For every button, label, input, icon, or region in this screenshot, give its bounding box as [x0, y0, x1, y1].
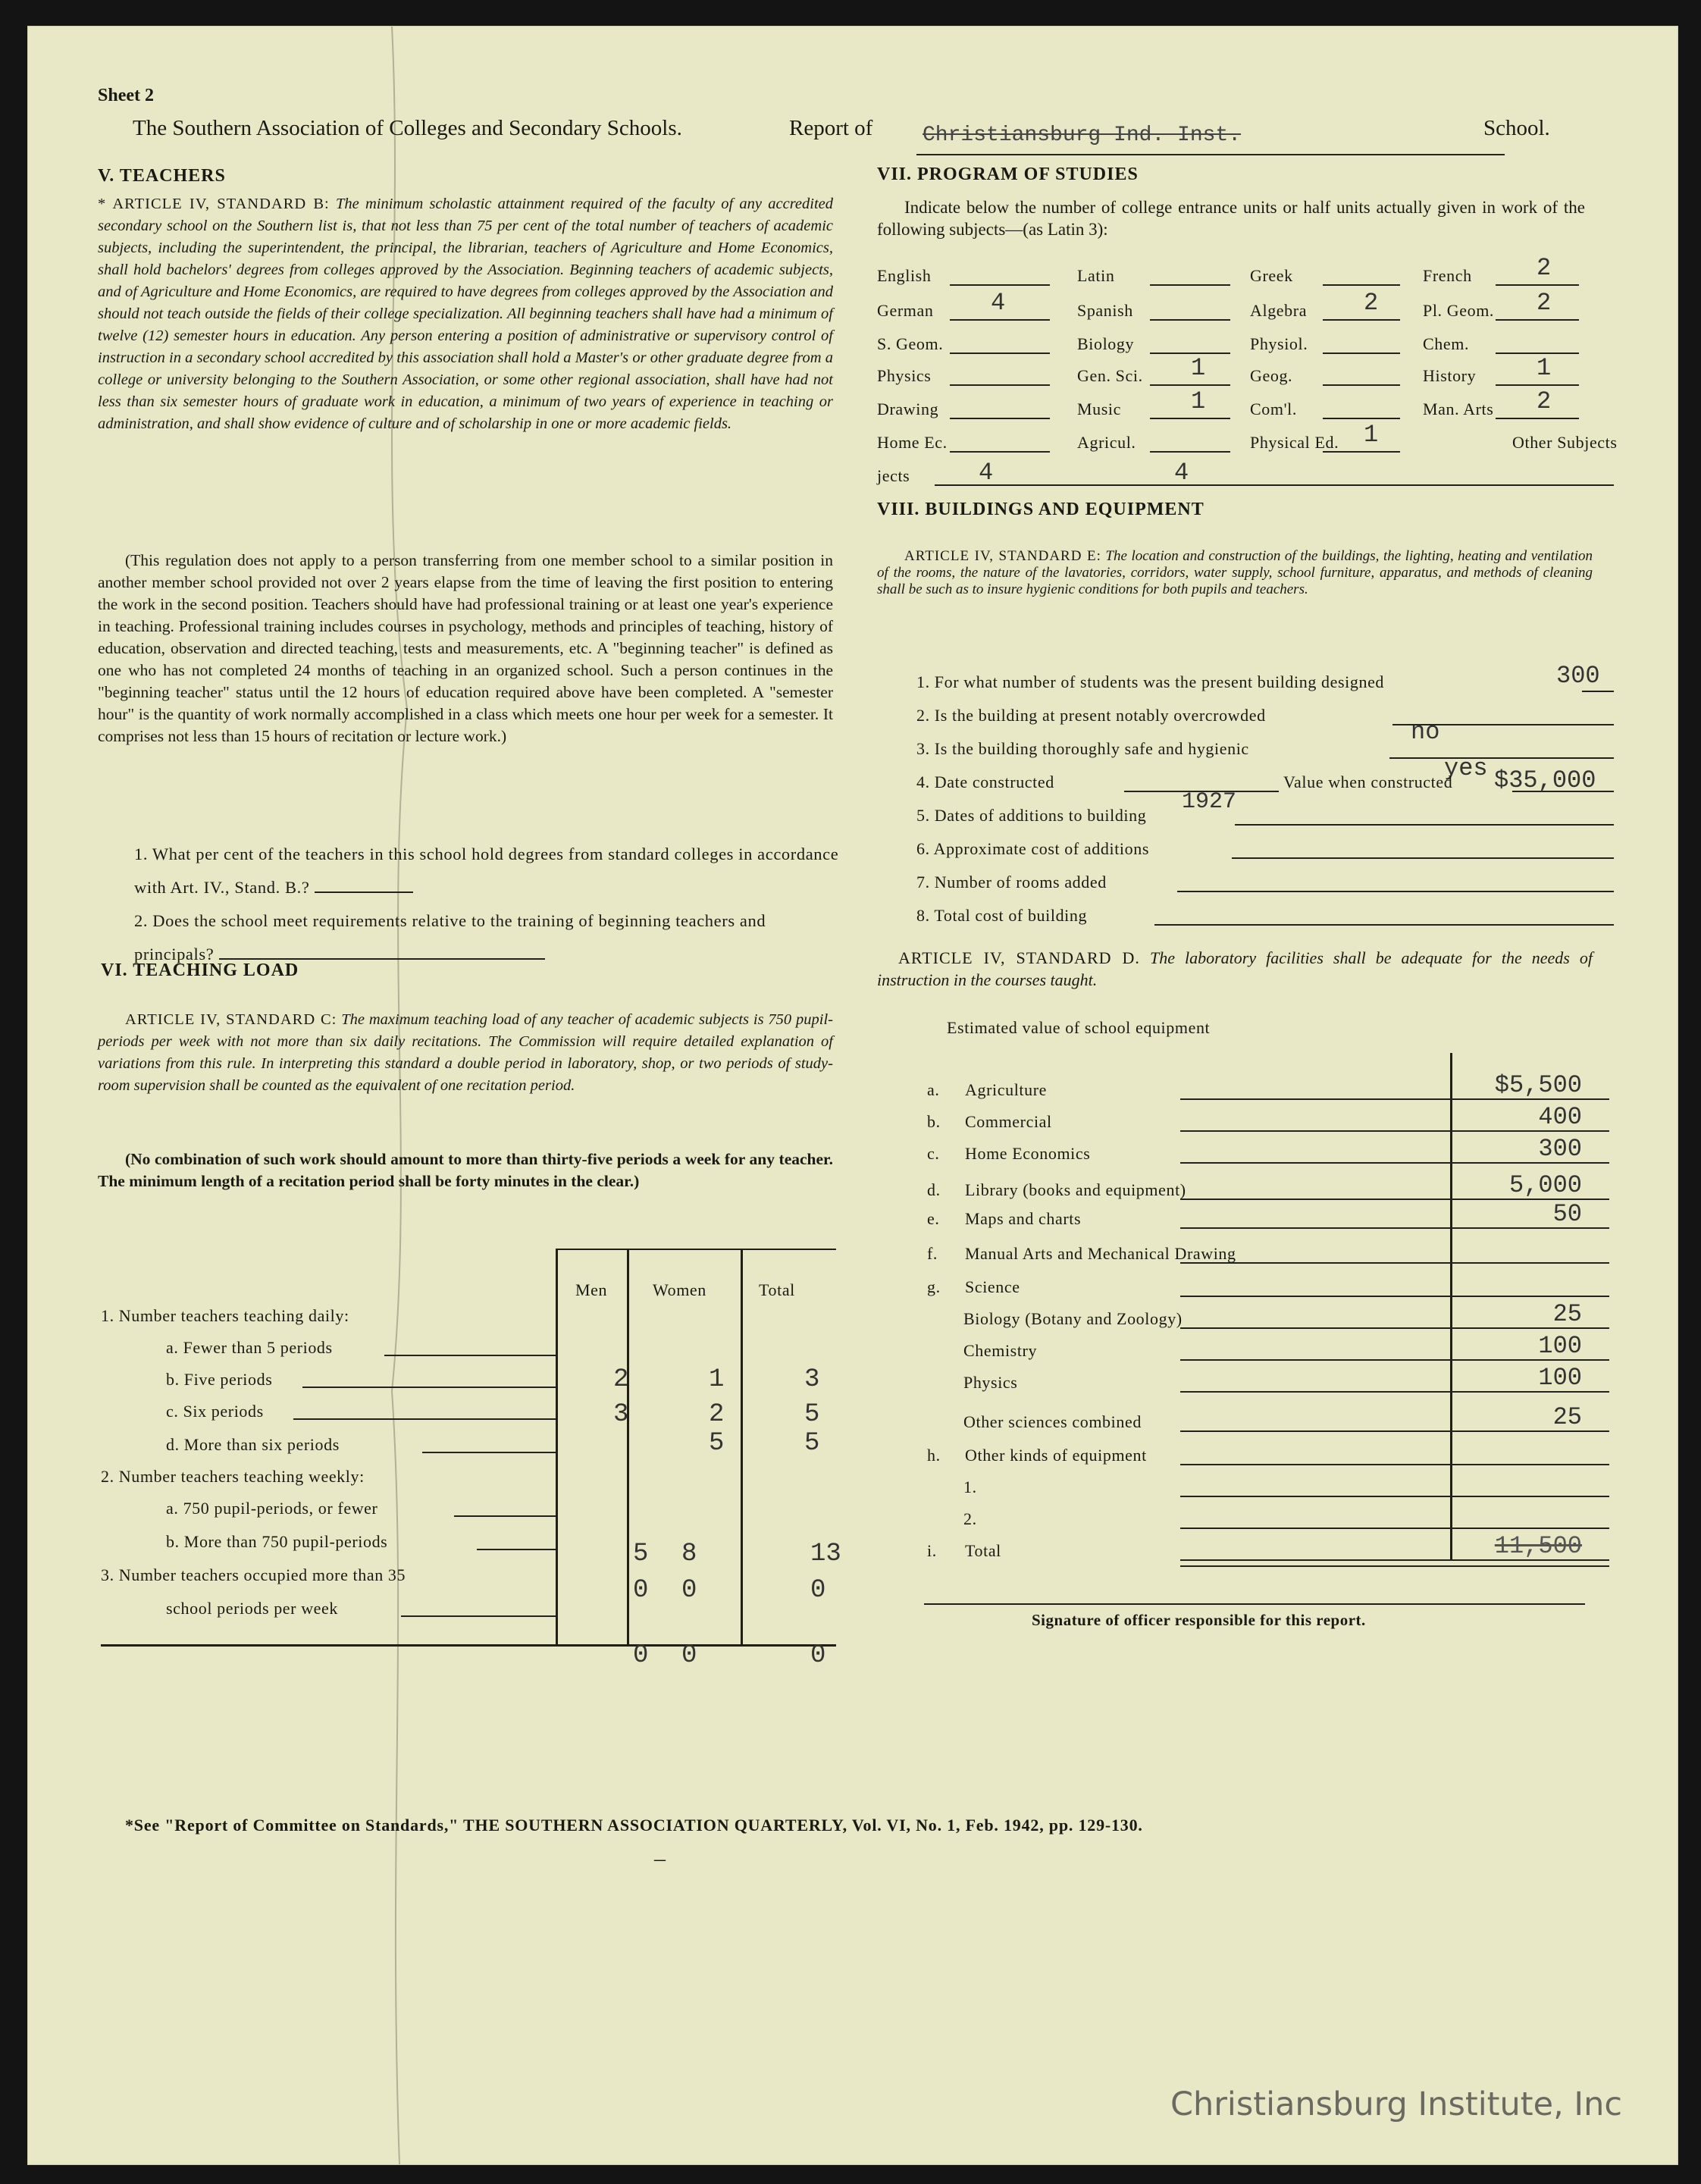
- column-men: Men: [575, 1280, 608, 1299]
- more-than-six-women: 5: [709, 1429, 725, 1458]
- equipment-label: 1.: [963, 1477, 977, 1496]
- load-row-label: 3. Number teachers occupied more than 35: [101, 1565, 406, 1584]
- subject-label: Algebra: [1250, 301, 1308, 320]
- building-question-label: 5. Dates of additions to building: [916, 806, 1147, 825]
- teachers-question-1-text: 1. What per cent of the teachers in this school hold degrees from standard colleges in accordance with Art. IV., Stand. B.?: [134, 844, 839, 897]
- more-than-six-total: 5: [804, 1429, 820, 1458]
- equipment-value-rule: [1450, 1053, 1452, 1559]
- subject-answer-line[interactable]: [1323, 451, 1400, 453]
- load-row-leader: [384, 1355, 556, 1356]
- equipment-value-line[interactable]: [1180, 1262, 1609, 1264]
- value-when-constructed-value: $35,000: [1494, 766, 1596, 794]
- subject-label: Home Ec.: [877, 433, 948, 452]
- subject-label: French: [1423, 266, 1472, 285]
- subject-value: 2: [1537, 387, 1552, 415]
- building-question-label: 8. Total cost of building: [916, 906, 1088, 925]
- per-week-men: 0: [633, 1641, 649, 1670]
- load-row-label: b. Five periods: [166, 1370, 273, 1389]
- subject-label: Biology: [1077, 334, 1135, 353]
- equipment-label: Library (books and equipment): [965, 1180, 1186, 1199]
- six-periods-total: 5: [804, 1400, 820, 1429]
- teachers-article: * ARTICLE IV, STANDARD B: The minimum scholastic attainment required of the faculty of any accredited secondary school on the Southern list is, that not less than 75 per cent of the total number of teachers of academic subjects, including the superintendent, the principal, the librarian, teachers of Agriculture and Home Economics, shall hold bachelors' degrees from colleges approved by the Association. Beginning teachers of academic subjects, and of Agriculture and Home Economics, are required to have degrees from colleges approved by the Association and should not teach outside the fields of their college specialization. All beginning teachers shall have had a minimum of twelve (12) semester hours in education. Any person entering a position of administrative or supervisory control of instruction in a secondary school accredited by this association shall hold a Master's or other graduate degree from a college or university belonging to the Southern Association, or some other regional association, shall have had not less than six semester hours of graduate work in education, a minimum of two years of experience in teaching or administration, and shall show evidence of culture and of scholarship in one or more academic fields.: [98, 196, 833, 432]
- equipment-value-line[interactable]: [1180, 1227, 1609, 1229]
- over-750-women: 8: [681, 1540, 697, 1568]
- subject-label: Physiol.: [1250, 334, 1308, 353]
- load-row-leader: [477, 1549, 556, 1550]
- subject-label: Chem.: [1423, 334, 1470, 353]
- equipment-value: 100: [1538, 1332, 1582, 1360]
- equipment-key: a.: [927, 1080, 940, 1099]
- subject-label: History: [1423, 366, 1477, 385]
- equipment-label: Science: [965, 1277, 1020, 1296]
- buildings-article-d: [877, 947, 1593, 991]
- subject-answer-line[interactable]: [1323, 284, 1400, 286]
- over-35-men: 0: [633, 1576, 649, 1605]
- five-periods-women: 1: [709, 1365, 725, 1394]
- equipment-key: f.: [927, 1244, 938, 1263]
- building-question-label: 2. Is the building at present notably overcrowded: [916, 706, 1266, 725]
- program-heading: VII. PROGRAM OF STUDIES: [877, 165, 1139, 184]
- teachers-note: (This regulation does not apply to a person transferring from one member school to a similar position in another member school provided not over 2 years elapse from the time of leaving the first position to entering the work in the second position. Teachers should have had professional training or at least one year's experience in teaching. Professional training includes courses in psychology, methods and principles of teaching, history of education, observation and directed teaching, tests and measurements, etc. A "beginning teacher" is defined as one who has not completed 24 months of teaching in an organized school. Such a person continues in the "beginning teacher" status until the 12 hours of education required above have been completed. A "semester hour" is the quantity of work normally accomplished in a class which meets one hour per week for a semester. It comprises not less than 15 hours of recitation or lecture work.): [98, 551, 833, 745]
- school-name-line: [916, 154, 1505, 155]
- column-women: Women: [653, 1280, 706, 1299]
- subject-answer-line[interactable]: [1496, 284, 1579, 286]
- buildings-article-d-text: The laboratory facilities shall be adequate for the needs of instruction in the courses taught.: [877, 948, 1593, 989]
- equipment-label: Chemistry: [963, 1341, 1038, 1360]
- building-question-label: 7. Number of rooms added: [916, 873, 1107, 891]
- six-periods-men: 3: [613, 1400, 629, 1429]
- subject-value: 4: [991, 289, 1006, 317]
- subject-answer-line[interactable]: [950, 384, 1050, 386]
- buildings-article-e-text: The location and construction of the buildings, the lighting, heating and ventilation of the rooms, the nature of the lavatories, corridors, water supply, school furniture, apparatus, and methods of cleaning shall be such as to insure hygienic conditions for both pupils and teachers.: [877, 548, 1593, 597]
- date-constructed-value: 1927: [1182, 789, 1237, 815]
- equipment-value-line[interactable]: [1180, 1528, 1609, 1529]
- subject-label: Agricul.: [1077, 433, 1136, 452]
- subject-answer-line[interactable]: [950, 319, 1050, 321]
- equipment-label: Commercial: [965, 1112, 1052, 1131]
- other-subjects-value: 4: [1174, 459, 1189, 487]
- subject-label: Pl. Geom.: [1423, 301, 1495, 320]
- equipment-value-line[interactable]: [1180, 1296, 1609, 1297]
- building-question-answer-line[interactable]: [1154, 924, 1614, 926]
- equipment-label: Total: [965, 1541, 1001, 1560]
- subject-answer-line[interactable]: [1150, 319, 1230, 321]
- subject-label: English: [877, 266, 932, 285]
- subject-answer-line[interactable]: [1150, 353, 1230, 354]
- subject-value: 2: [1537, 289, 1552, 317]
- buildings-heading: VIII. BUILDINGS AND EQUIPMENT: [877, 500, 1204, 519]
- equipment-value: 25: [1552, 1300, 1582, 1328]
- subject-label: Other Subjects: [1512, 433, 1618, 452]
- equipment-value-line[interactable]: [1180, 1327, 1609, 1329]
- report-of-label: Report of: [789, 116, 873, 140]
- equipment-label: Agriculture: [965, 1080, 1048, 1099]
- building-question-value: yes: [1444, 754, 1488, 782]
- association-title: The Southern Association of Colleges and Secondary Schools.: [133, 116, 682, 140]
- load-row-leader: [302, 1387, 556, 1388]
- load-row-label: school periods per week: [166, 1599, 339, 1618]
- equipment-value: 50: [1552, 1200, 1582, 1228]
- table-bottom-rule: [101, 1644, 836, 1647]
- building-question-label: 4. Date constructed: [916, 772, 1054, 791]
- subject-label: Com'l.: [1250, 400, 1297, 418]
- load-row-label: a. Fewer than 5 periods: [166, 1338, 333, 1357]
- subject-label: Geog.: [1250, 366, 1293, 385]
- building-question-value: no: [1411, 718, 1440, 746]
- equipment-label: 2.: [963, 1509, 977, 1528]
- subject-answer-line[interactable]: [950, 418, 1050, 419]
- watermark: Christiansburg Institute, Inc: [1170, 2085, 1622, 2123]
- subject-answer-line[interactable]: [1150, 284, 1230, 286]
- equipment-label: Other kinds of equipment: [965, 1446, 1147, 1465]
- over-750-men: 5: [633, 1540, 649, 1568]
- subject-value: 1: [1537, 354, 1552, 382]
- document-page: [27, 26, 1678, 2165]
- school-suffix: School.: [1483, 116, 1550, 140]
- teachers-heading: V. TEACHERS: [98, 166, 226, 186]
- over-750-total: 13: [810, 1540, 841, 1568]
- subject-label: Physics: [877, 366, 932, 385]
- load-row-label: 2. Number teachers teaching weekly:: [101, 1467, 365, 1486]
- subject-answer-line[interactable]: [1323, 353, 1400, 354]
- teaching-load-article-label: ARTICLE IV, STANDARD C:: [125, 1011, 337, 1028]
- equipment-value-line[interactable]: [1180, 1430, 1609, 1432]
- building-question-label: 6. Approximate cost of additions: [916, 839, 1149, 858]
- per-week-women: 0: [681, 1641, 697, 1670]
- subject-value: 2: [1537, 254, 1552, 282]
- subject-label: Spanish: [1077, 301, 1133, 320]
- equipment-value: 5,000: [1508, 1171, 1582, 1199]
- teaching-load-article-text: The maximum teaching load of any teacher of academic subjects is 750 pupil-periods per week with not more than six daily recitations. The Commission will require detailed explanation of variations from this rule. In interpreting this standard a double period in laboratory, shop, or two periods of study-room supervision shall be counted as the equivalent of one recitation period.: [98, 1011, 834, 1094]
- buildings-article-e-label: ARTICLE IV, STANDARD E:: [904, 548, 1101, 564]
- teaching-load-article: [98, 1009, 833, 1097]
- program-intro: Indicate below the number of college entrance units or half units actually given in work of the following subjects—(as Latin 3):: [877, 198, 1585, 239]
- subject-answer-line[interactable]: [950, 353, 1050, 354]
- equipment-value: 25: [1552, 1403, 1582, 1431]
- load-row-leader: [454, 1515, 556, 1517]
- building-question-answer-line[interactable]: [1389, 757, 1614, 759]
- subject-label: German: [877, 301, 934, 320]
- equipment-label: Maps and charts: [965, 1209, 1082, 1228]
- subject-label: Gen. Sci.: [1077, 366, 1143, 385]
- over-35-women: 0: [681, 1576, 697, 1605]
- subject-value: 1: [1191, 354, 1206, 382]
- subject-answer-line[interactable]: [1150, 418, 1230, 419]
- load-row-label: 1. Number teachers teaching daily:: [101, 1306, 349, 1325]
- equipment-value-line[interactable]: [1180, 1496, 1609, 1497]
- equipment-value: 400: [1538, 1103, 1582, 1131]
- subject-value: 1: [1364, 421, 1379, 449]
- buildings-article-d-label: ARTICLE IV, STANDARD D.: [898, 948, 1140, 967]
- subject-answer-line[interactable]: [1323, 418, 1400, 419]
- equipment-key: e.: [927, 1209, 940, 1228]
- subject-answer-line[interactable]: [1323, 384, 1400, 386]
- over-35-total: 0: [810, 1576, 826, 1605]
- subject-label: Man. Arts: [1423, 400, 1494, 418]
- teaching-load-heading: VI. TEACHING LOAD: [101, 960, 299, 980]
- subject-answer-line[interactable]: [1496, 418, 1579, 419]
- building-question-answer-line[interactable]: [1582, 691, 1614, 692]
- buildings-article-e: [877, 548, 1593, 598]
- teachers-article-label: ARTICLE IV, STANDARD B:: [112, 196, 330, 212]
- table-top-rule: [556, 1249, 836, 1250]
- subject-label: Drawing: [877, 400, 939, 418]
- subject-answer-line[interactable]: [950, 284, 1050, 286]
- equipment-key: c.: [927, 1144, 940, 1163]
- other-subjects-value: 4: [979, 459, 994, 487]
- subject-answer-line[interactable]: [1323, 319, 1400, 321]
- equipment-label: Home Economics: [965, 1144, 1091, 1163]
- subject-label: Physical Ed.: [1250, 433, 1339, 452]
- total-double-rule: [1180, 1565, 1609, 1567]
- table-rule-total: [741, 1249, 743, 1644]
- sheet-number: Sheet 2: [98, 86, 154, 105]
- subject-answer-line[interactable]: [950, 451, 1050, 453]
- subjects-suffix: jects: [877, 466, 910, 485]
- equipment-key: g.: [927, 1277, 941, 1296]
- teachers-question-2-answer[interactable]: [219, 958, 545, 960]
- building-question-value: 300: [1556, 662, 1600, 690]
- equipment-label: Biology (Botany and Zoology): [963, 1309, 1183, 1328]
- stray-mark: –: [654, 1846, 666, 1871]
- six-periods-women: 2: [709, 1400, 725, 1429]
- building-question-label: 3. Is the building thoroughly safe and hygienic: [916, 739, 1249, 758]
- load-row-label: d. More than six periods: [166, 1435, 340, 1454]
- equipment-key: d.: [927, 1180, 941, 1199]
- table-rule-women: [627, 1249, 629, 1644]
- subject-label: Latin: [1077, 266, 1115, 285]
- equipment-key: b.: [927, 1112, 941, 1131]
- equipment-value: $5,500: [1494, 1071, 1582, 1099]
- equipment-title: Estimated value of school equipment: [947, 1018, 1211, 1037]
- table-rule-men: [556, 1249, 558, 1644]
- building-question-answer-line[interactable]: [1232, 857, 1614, 859]
- five-periods-men: 2: [613, 1365, 629, 1394]
- value-when-constructed-label: Value when constructed: [1283, 772, 1453, 791]
- load-row-leader: [422, 1452, 556, 1453]
- equipment-value: 300: [1538, 1135, 1582, 1163]
- teachers-question-2-text: 2. Does the school meet requirements relative to the training of beginning teachers and principals?: [134, 911, 766, 964]
- per-week-total: 0: [810, 1641, 826, 1670]
- subject-value: 1: [1191, 387, 1206, 415]
- teachers-question-1-answer[interactable]: [315, 891, 413, 893]
- load-row-label: a. 750 pupil-periods, or fewer: [166, 1499, 378, 1518]
- column-total: Total: [759, 1280, 795, 1299]
- equipment-label: Manual Arts and Mechanical Drawing: [965, 1244, 1236, 1263]
- signature-line: [924, 1603, 1585, 1605]
- load-row-leader: [401, 1615, 556, 1617]
- subject-answer-line[interactable]: [1150, 384, 1230, 386]
- teachers-question-1: [134, 838, 839, 904]
- subject-label: Music: [1077, 400, 1121, 418]
- signature-caption: Signature of officer responsible for this report.: [1032, 1611, 1366, 1629]
- other-subjects-line[interactable]: [935, 484, 1614, 486]
- load-row-leader: [293, 1418, 556, 1420]
- teaching-load-note: (No combination of such work should amount to more than thirty-five periods a week for any teacher. The minimum length of a recitation period shall be forty minutes in the clear.): [98, 1150, 833, 1190]
- subject-answer-line[interactable]: [1496, 384, 1579, 386]
- subject-value: 2: [1364, 289, 1379, 317]
- equipment-label: Other sciences combined: [963, 1412, 1142, 1431]
- school-name: Christiansburg Ind. Inst.: [923, 124, 1242, 147]
- building-question-answer-line[interactable]: [1235, 824, 1614, 826]
- building-question-answer-line[interactable]: [1177, 891, 1614, 892]
- equipment-label: Physics: [963, 1373, 1018, 1392]
- five-periods-total: 3: [804, 1365, 820, 1394]
- load-row-label: c. Six periods: [166, 1402, 264, 1421]
- equipment-value: 11,500: [1494, 1532, 1582, 1560]
- footer-note: *See "Report of Committee on Standards," THE SOUTHERN ASSOCIATION QUARTERLY, Vol. VI, No. 1, Feb. 1942, pp. 129-130.: [125, 1816, 1143, 1835]
- subject-answer-line[interactable]: [1150, 451, 1230, 453]
- building-question-label: 1. For what number of students was the present building designed: [916, 672, 1385, 691]
- subject-label: Greek: [1250, 266, 1293, 285]
- subject-answer-line[interactable]: [1496, 319, 1579, 321]
- subject-label: S. Geom.: [877, 334, 944, 353]
- equipment-key: h.: [927, 1446, 941, 1465]
- load-row-label: b. More than 750 pupil-periods: [166, 1532, 388, 1551]
- teachers-article-text: The minimum scholastic attainment required of the faculty of any accredited secondary school on the Southern list is, that not less than 75 per cent of the total number of teachers of academic subjects, including the superintendent, the principal, the librarian, teachers of Agriculture and Home Economics, shall hold bachelors' degrees from colleges approved by the Association. Beginning teachers of academic subjects, and of Agriculture and Home Economics, are required to have degrees from colleges approved by the Association and should not teach outside the fields of their college specialization. All beginning teachers shall have had a minimum of twelve (12) semester hours in education. Any person entering a position of administrative or supervisory control of instruction in a secondary school accredited by this association shall hold a Master's or other graduate degree from a college or university belonging to the Southern Association, or some other regional association, shall have had not less than six semester hours of graduate work in education, a minimum of two years of experience in teaching or administration, and shall show evidence of culture and of scholarship in one or more academic fields.: [98, 196, 833, 432]
- equipment-key: i.: [927, 1541, 937, 1560]
- equipment-value-line[interactable]: [1180, 1464, 1609, 1465]
- equipment-value: 100: [1538, 1364, 1582, 1392]
